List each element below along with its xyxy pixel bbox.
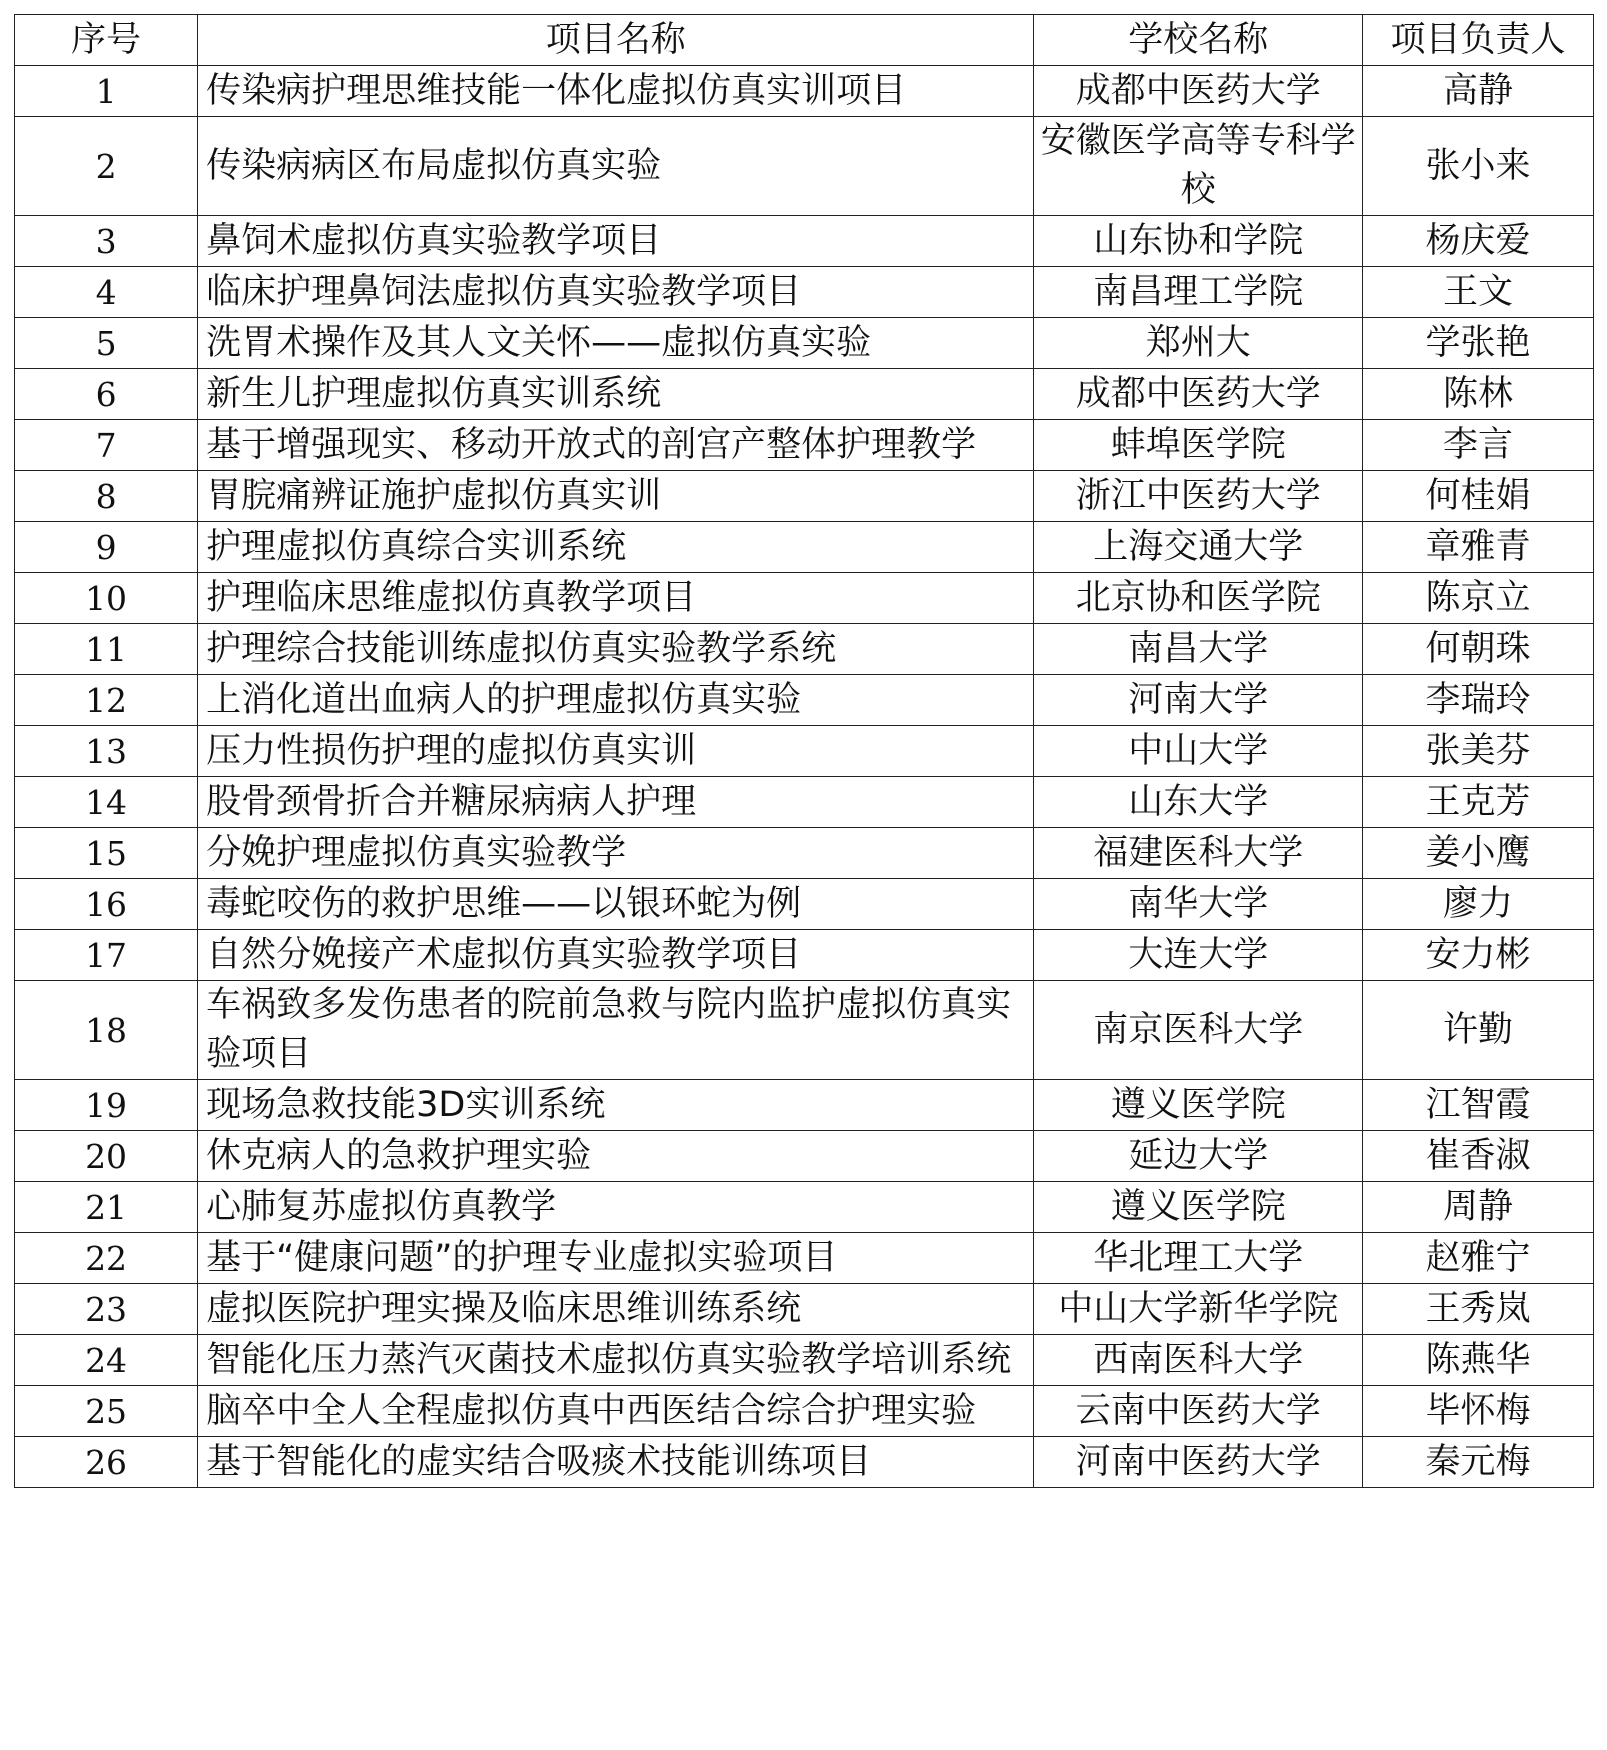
cell-project-name: 胃脘痛辨证施护虚拟仿真实训 (198, 471, 1034, 522)
cell-no: 11 (15, 624, 198, 675)
table-row (15, 66, 1594, 117)
table-row (15, 1386, 1594, 1437)
cell-project-name: 压力性损伤护理的虚拟仿真实训 (198, 726, 1034, 777)
cell-school-name: 浙江中医药大学 (1034, 471, 1363, 522)
header-project: 项目名称 (198, 15, 1034, 66)
cell-project-name: 自然分娩接产术虚拟仿真实验教学项目 (198, 930, 1034, 981)
table-row (15, 879, 1594, 930)
cell-school-name: 上海交通大学 (1034, 522, 1363, 573)
cell-project-name: 洗胃术操作及其人文关怀——虚拟仿真实验 (198, 318, 1034, 369)
cell-no: 22 (15, 1233, 198, 1284)
cell-school-name: 中山大学 (1034, 726, 1363, 777)
cell-project-owner: 廖力 (1363, 879, 1594, 930)
cell-project-owner: 陈燕华 (1363, 1335, 1594, 1386)
table-row (15, 675, 1594, 726)
cell-no: 4 (15, 267, 198, 318)
cell-project-owner: 陈京立 (1363, 573, 1594, 624)
cell-no: 9 (15, 522, 198, 573)
cell-school-name: 遵义医学院 (1034, 1182, 1363, 1233)
table-row (15, 1284, 1594, 1335)
cell-project-owner: 姜小鹰 (1363, 828, 1594, 879)
cell-project-owner: 张小来 (1363, 117, 1594, 216)
cell-no: 19 (15, 1080, 198, 1131)
table-row (15, 1437, 1594, 1488)
cell-no: 14 (15, 777, 198, 828)
cell-project-owner: 秦元梅 (1363, 1437, 1594, 1488)
table-row (15, 471, 1594, 522)
cell-project-name: 传染病病区布局虚拟仿真实验 (198, 117, 1034, 216)
project-table (14, 14, 1594, 1488)
cell-project-owner: 许勤 (1363, 981, 1594, 1080)
cell-project-owner: 杨庆爱 (1363, 216, 1594, 267)
cell-project-name: 智能化压力蒸汽灭菌技术虚拟仿真实验教学培训系统 (198, 1335, 1034, 1386)
cell-no: 7 (15, 420, 198, 471)
table-row (15, 930, 1594, 981)
cell-no: 25 (15, 1386, 198, 1437)
cell-school-name: 河南中医药大学 (1034, 1437, 1363, 1488)
cell-project-owner: 学张艳 (1363, 318, 1594, 369)
table-row (15, 726, 1594, 777)
cell-project-owner: 王克芳 (1363, 777, 1594, 828)
cell-school-name: 山东大学 (1034, 777, 1363, 828)
cell-school-name: 遵义医学院 (1034, 1080, 1363, 1131)
cell-no: 23 (15, 1284, 198, 1335)
cell-project-name: 分娩护理虚拟仿真实验教学 (198, 828, 1034, 879)
cell-no: 17 (15, 930, 198, 981)
cell-project-name: 车祸致多发伤患者的院前急救与院内监护虚拟仿真实验项目 (198, 981, 1034, 1080)
table-row (15, 1182, 1594, 1233)
cell-project-name: 心肺复苏虚拟仿真教学 (198, 1182, 1034, 1233)
table-row (15, 267, 1594, 318)
cell-project-name: 护理综合技能训练虚拟仿真实验教学系统 (198, 624, 1034, 675)
cell-no: 20 (15, 1131, 198, 1182)
header-school: 学校名称 (1034, 15, 1363, 66)
table-row (15, 117, 1594, 216)
cell-project-owner: 张美芬 (1363, 726, 1594, 777)
cell-school-name: 北京协和医学院 (1034, 573, 1363, 624)
cell-project-name: 虚拟医院护理实操及临床思维训练系统 (198, 1284, 1034, 1335)
table-row (15, 1131, 1594, 1182)
table-row (15, 420, 1594, 471)
cell-project-name: 护理虚拟仿真综合实训系统 (198, 522, 1034, 573)
cell-project-name: 护理临床思维虚拟仿真教学项目 (198, 573, 1034, 624)
cell-project-name: 临床护理鼻饲法虚拟仿真实验教学项目 (198, 267, 1034, 318)
cell-no: 12 (15, 675, 198, 726)
cell-school-name: 河南大学 (1034, 675, 1363, 726)
cell-project-name: 股骨颈骨折合并糖尿病病人护理 (198, 777, 1034, 828)
cell-school-name: 云南中医药大学 (1034, 1386, 1363, 1437)
cell-project-name: 基于增强现实、移动开放式的剖宫产整体护理教学 (198, 420, 1034, 471)
cell-no: 3 (15, 216, 198, 267)
table-row (15, 369, 1594, 420)
table-row (15, 1233, 1594, 1284)
cell-project-owner: 章雅青 (1363, 522, 1594, 573)
cell-project-owner: 李瑞玲 (1363, 675, 1594, 726)
cell-no: 8 (15, 471, 198, 522)
cell-school-name: 大连大学 (1034, 930, 1363, 981)
cell-no: 13 (15, 726, 198, 777)
cell-project-name: 鼻饲术虚拟仿真实验教学项目 (198, 216, 1034, 267)
cell-school-name: 成都中医药大学 (1034, 66, 1363, 117)
table-row (15, 1080, 1594, 1131)
cell-no: 5 (15, 318, 198, 369)
cell-project-owner: 周静 (1363, 1182, 1594, 1233)
cell-project-name: 现场急救技能3D实训系统 (198, 1080, 1034, 1131)
cell-project-owner: 李言 (1363, 420, 1594, 471)
cell-project-owner: 陈林 (1363, 369, 1594, 420)
table-row (15, 522, 1594, 573)
cell-school-name: 成都中医药大学 (1034, 369, 1363, 420)
header-no: 序号 (15, 15, 198, 66)
cell-school-name: 中山大学新华学院 (1034, 1284, 1363, 1335)
cell-project-name: 毒蛇咬伤的救护思维——以银环蛇为例 (198, 879, 1034, 930)
cell-project-owner: 赵雅宁 (1363, 1233, 1594, 1284)
table-row (15, 981, 1594, 1080)
cell-project-owner: 王文 (1363, 267, 1594, 318)
cell-no: 26 (15, 1437, 198, 1488)
header-row (15, 15, 1594, 66)
cell-school-name: 西南医科大学 (1034, 1335, 1363, 1386)
cell-no: 6 (15, 369, 198, 420)
table-body (15, 66, 1594, 1488)
cell-school-name: 南昌理工学院 (1034, 267, 1363, 318)
cell-project-name: 休克病人的急救护理实验 (198, 1131, 1034, 1182)
cell-project-owner: 毕怀梅 (1363, 1386, 1594, 1437)
cell-project-name: 基于智能化的虚实结合吸痰术技能训练项目 (198, 1437, 1034, 1488)
cell-school-name: 南昌大学 (1034, 624, 1363, 675)
cell-school-name: 安徽医学高等专科学校 (1034, 117, 1363, 216)
cell-project-name: 新生儿护理虚拟仿真实训系统 (198, 369, 1034, 420)
table-row (15, 828, 1594, 879)
cell-school-name: 郑州大 (1034, 318, 1363, 369)
cell-no: 10 (15, 573, 198, 624)
cell-project-name: 基于“健康问题”的护理专业虚拟实验项目 (198, 1233, 1034, 1284)
cell-project-owner: 王秀岚 (1363, 1284, 1594, 1335)
cell-no: 16 (15, 879, 198, 930)
cell-school-name: 延边大学 (1034, 1131, 1363, 1182)
cell-no: 15 (15, 828, 198, 879)
cell-no: 24 (15, 1335, 198, 1386)
table-row (15, 777, 1594, 828)
table-row (15, 624, 1594, 675)
cell-project-owner: 何桂娟 (1363, 471, 1594, 522)
cell-no: 18 (15, 981, 198, 1080)
cell-no: 1 (15, 66, 198, 117)
cell-school-name: 南华大学 (1034, 879, 1363, 930)
header-owner: 项目负责人 (1363, 15, 1594, 66)
table-row (15, 1335, 1594, 1386)
table-header (15, 15, 1594, 66)
cell-school-name: 福建医科大学 (1034, 828, 1363, 879)
cell-project-owner: 江智霞 (1363, 1080, 1594, 1131)
cell-school-name: 华北理工大学 (1034, 1233, 1363, 1284)
table-row (15, 573, 1594, 624)
cell-no: 21 (15, 1182, 198, 1233)
cell-project-owner: 崔香淑 (1363, 1131, 1594, 1182)
cell-project-owner: 高静 (1363, 66, 1594, 117)
cell-school-name: 蚌埠医学院 (1034, 420, 1363, 471)
cell-project-owner: 安力彬 (1363, 930, 1594, 981)
cell-project-owner: 何朝珠 (1363, 624, 1594, 675)
cell-school-name: 山东协和学院 (1034, 216, 1363, 267)
table-row (15, 216, 1594, 267)
cell-project-name: 传染病护理思维技能一体化虚拟仿真实训项目 (198, 66, 1034, 117)
cell-school-name: 南京医科大学 (1034, 981, 1363, 1080)
table-row (15, 318, 1594, 369)
cell-no: 2 (15, 117, 198, 216)
cell-project-name: 上消化道出血病人的护理虚拟仿真实验 (198, 675, 1034, 726)
cell-project-name: 脑卒中全人全程虚拟仿真中西医结合综合护理实验 (198, 1386, 1034, 1437)
